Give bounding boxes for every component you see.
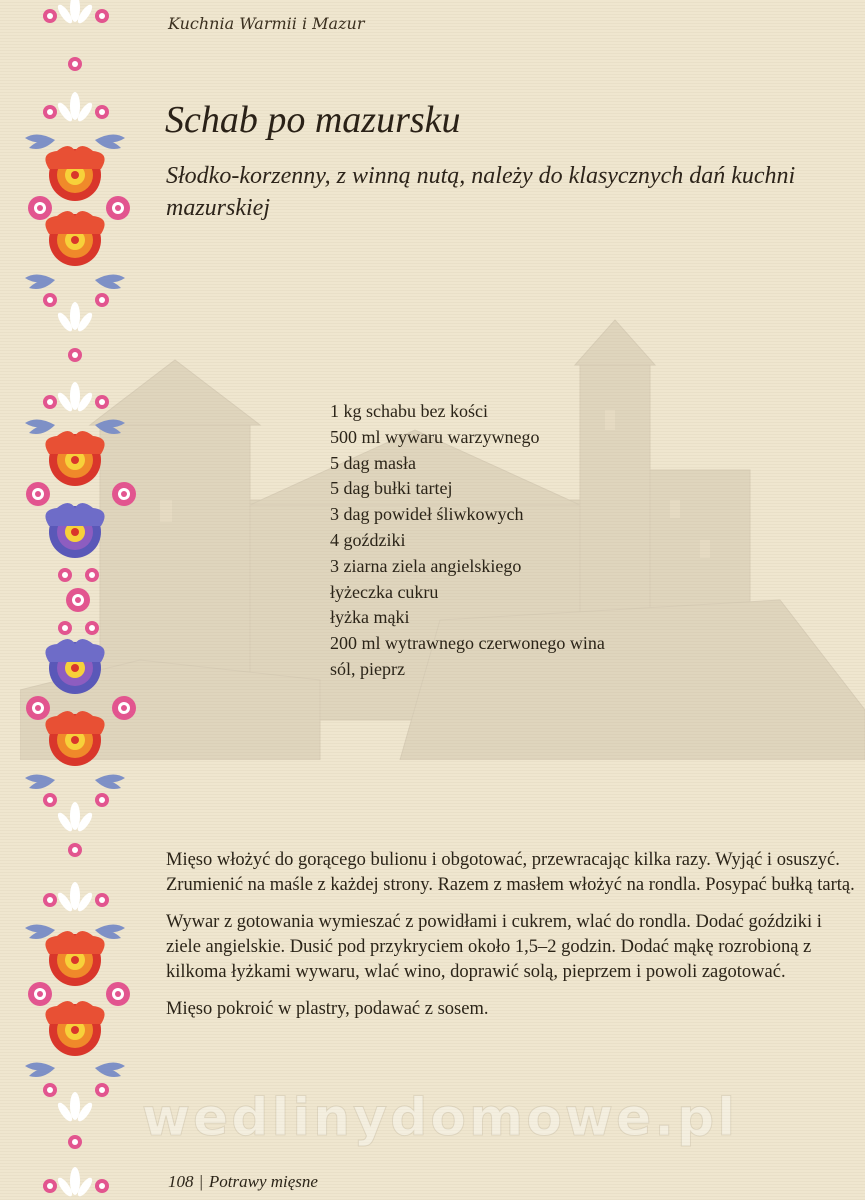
page-footer: [168, 1172, 318, 1192]
instruction-paragraph: Wywar z gotowania wymieszać z powidłami i cukrem, wlać do rondla. Dodać goździki i ziele angielskie. Dusić pod przykryciem około 1,5–2 godzin. Dodać mąkę rozrobioną z kilkoma łyżkami wywaru, wlać wino, doprawić solą, pieprzem i powoli zagotować.: [166, 912, 822, 982]
instruction-paragraph: Mięso pokroić w plastry, podawać z sosem.: [166, 999, 489, 1019]
instructions: [166, 848, 856, 1034]
ingredient-item: 200 ml wytrawnego czerwonego wina: [330, 633, 605, 654]
recipe-subtitle: Słodko-korzenny, z winną nutą, należy do klasycznych dań kuchni mazurskiej: [166, 163, 796, 221]
ingredient-item: 3 ziarna ziela angielskiego: [330, 555, 522, 576]
instruction-paragraph: Mięso włożyć do gorącego bulionu i obgotować, przewracając kilka razy. Wyjąć i osuszyć. Zrumienić na maśle z każdej strony. Razem z masłem włożyć na rondla. Posypać bułką tartą.: [166, 850, 855, 895]
ingredient-item: 1 kg schabu bez kości: [330, 401, 488, 421]
watermark: wedlinydomowe.pl: [141, 1088, 739, 1148]
ingredient-item: 500 ml wywaru warzywnego: [330, 426, 540, 447]
folk-floral-border: [20, 0, 140, 1200]
ingredient-item: 4 goździki: [330, 529, 406, 550]
page-number: 108: [168, 1172, 194, 1191]
ingredient-item: sól, pieprz: [330, 658, 405, 679]
section-name: Potrawy mięsne: [208, 1172, 318, 1191]
ingredients-list: [330, 399, 605, 683]
ingredient-item: 5 dag masła: [330, 452, 416, 473]
ingredient-item: 5 dag bułki tartej: [330, 478, 453, 499]
ingredient-item: 3 dag powideł śliwkowych: [330, 504, 524, 525]
running-header: Kuchnia Warmii i Mazur: [168, 14, 365, 33]
footer-separator: |: [199, 1172, 203, 1191]
ingredient-item: łyżka mąki: [330, 607, 410, 628]
ingredient-item: łyżeczka cukru: [330, 581, 439, 602]
recipe-title: Schab po mazursku: [165, 99, 461, 141]
